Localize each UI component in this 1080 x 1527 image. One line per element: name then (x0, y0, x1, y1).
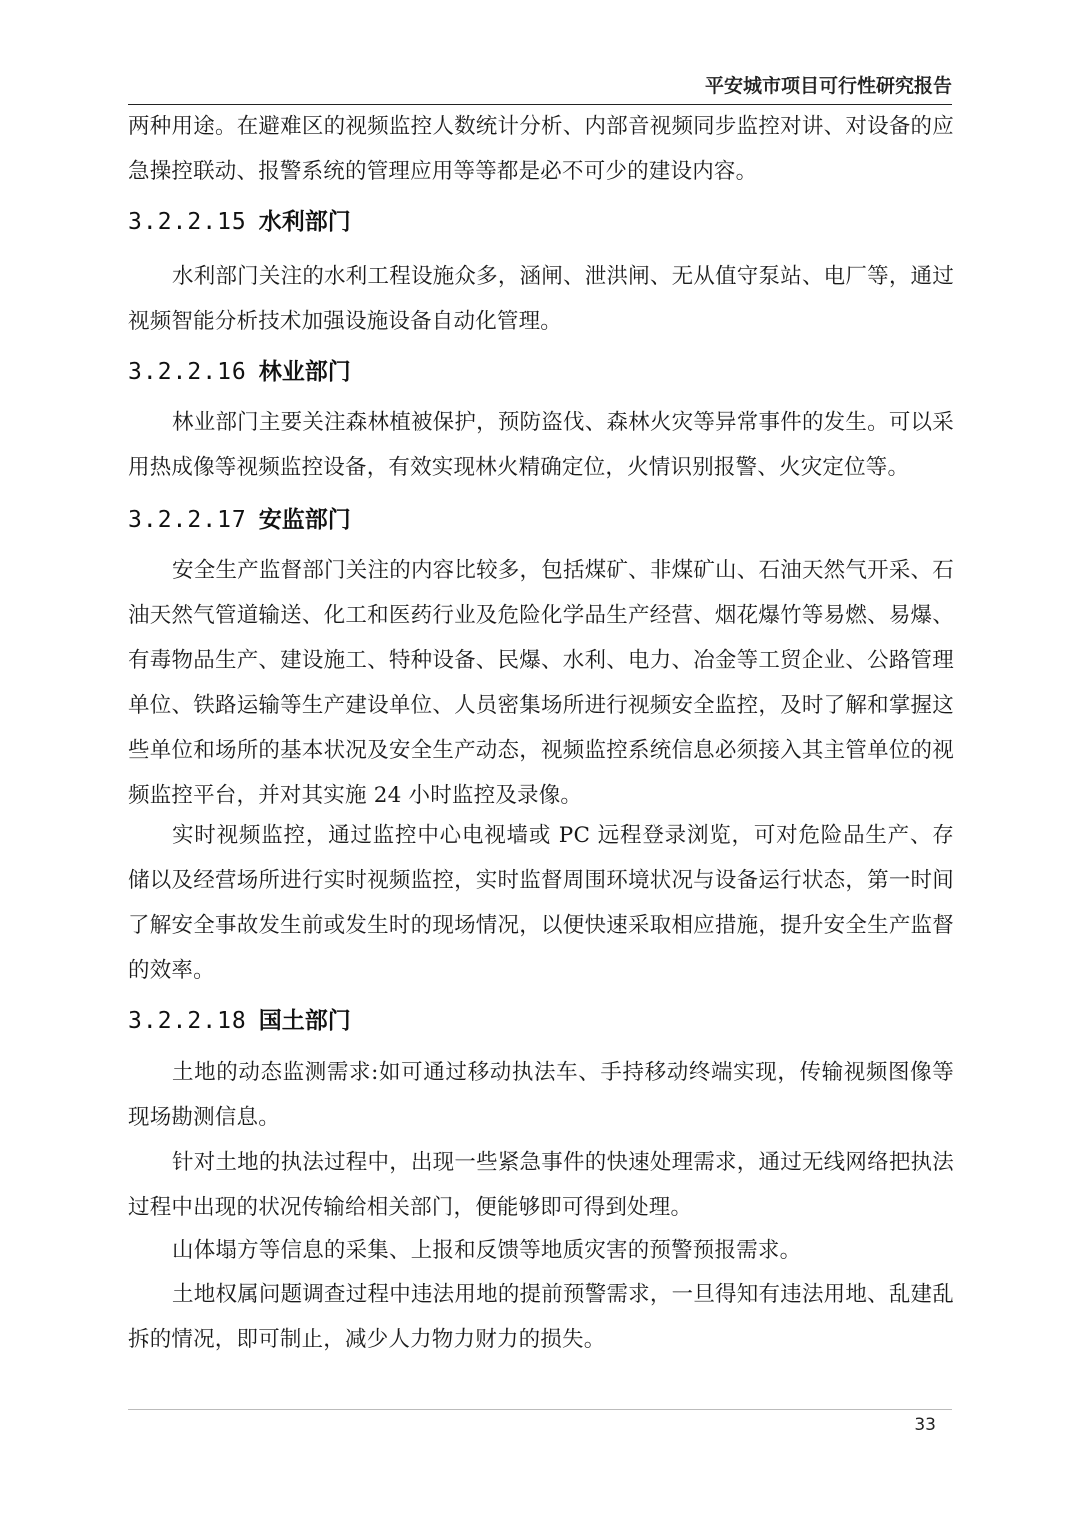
section-title: 水利部门 (258, 209, 351, 235)
intro-paragraph: 两种用途。在避难区的视频监控人数统计分析、内部音视频同步监控对讲、对设备的应急操控联动、报警系统的管理应用等等都是必不可少的建设内容。 (128, 114, 954, 184)
section-paragraph: 针对土地的执法过程中，出现一些紧急事件的快速处理需求，通过无线网络把执法过程中出现的状况传输给相关部门，便能够即可得到处理。 (128, 1150, 954, 1220)
section-heading-water-conservancy (128, 206, 954, 238)
section-number: 3.2.2.16 (128, 359, 247, 385)
section-paragraph: 林业部门主要关注森林植被保护，预防盗伐、森林火灾等异常事件的发生。可以采用热成像等视频监控设备，有效实现林火精确定位，火情识别报警、火灾定位等。 (128, 410, 954, 480)
section-heading-forestry (128, 356, 954, 388)
section-title: 林业部门 (258, 359, 351, 385)
section-paragraph: 土地的动态监测需求:如可通过移动执法车、手持移动终端实现，传输视频图像等现场勘测信息。 (128, 1060, 954, 1130)
section-paragraph: 实时视频监控，通过监控中心电视墙或 PC 远程登录浏览，可对危险品生产、存储以及经营场所进行实时视频监控，实时监督周围环境状况与设备运行状态，第一时间了解安全事故发生前或发生时的现场情况，以便快速采取相应措施，提升安全生产监督的效率。 (128, 823, 954, 983)
page-header (128, 72, 952, 105)
document-title: 平安城市项目可行性研究报告 (704, 75, 952, 97)
section-title: 国土部门 (258, 1008, 351, 1034)
section-number: 3.2.2.18 (128, 1008, 247, 1034)
section-paragraph: 土地权属问题调查过程中违法用地的提前预警需求，一旦得知有违法用地、乱建乱拆的情况，即可制止，减少人力物力财力的损失。 (128, 1282, 954, 1352)
section-heading-land-resources (128, 1005, 954, 1037)
section-paragraph: 山体塌方等信息的采集、上报和反馈等地质灾害的预警预报需求。 (172, 1238, 802, 1263)
section-paragraph: 安全生产监督部门关注的内容比较多，包括煤矿、非煤矿山、石油天然气开采、石油天然气管道输送、化工和医药行业及危险化学品生产经营、烟花爆竹等易燃、易爆、有毒物品生产、建设施工、特种设备、民爆、水利、电力、冶金等工贸企业、公路管理单位、铁路运输等生产建设单位、人员密集场所进行视频安全监控，及时了解和掌握这些单位和场所的基本状况及安全生产动态，视频监控系统信息必须接入其主管单位的视频监控平台，并对其实施 24 小时监控及录像。 (128, 558, 954, 808)
section-paragraph: 水利部门关注的水利工程设施众多，涵闸、泄洪闸、无从值守泵站、电厂等，通过视频智能分析技术加强设施设备自动化管理。 (128, 264, 954, 334)
page-footer (128, 1409, 952, 1435)
section-heading-safety-supervision (128, 504, 954, 536)
section-number: 3.2.2.15 (128, 209, 247, 235)
section-title: 安监部门 (258, 507, 351, 533)
section-number: 3.2.2.17 (128, 507, 247, 533)
page-number: 33 (914, 1415, 936, 1435)
